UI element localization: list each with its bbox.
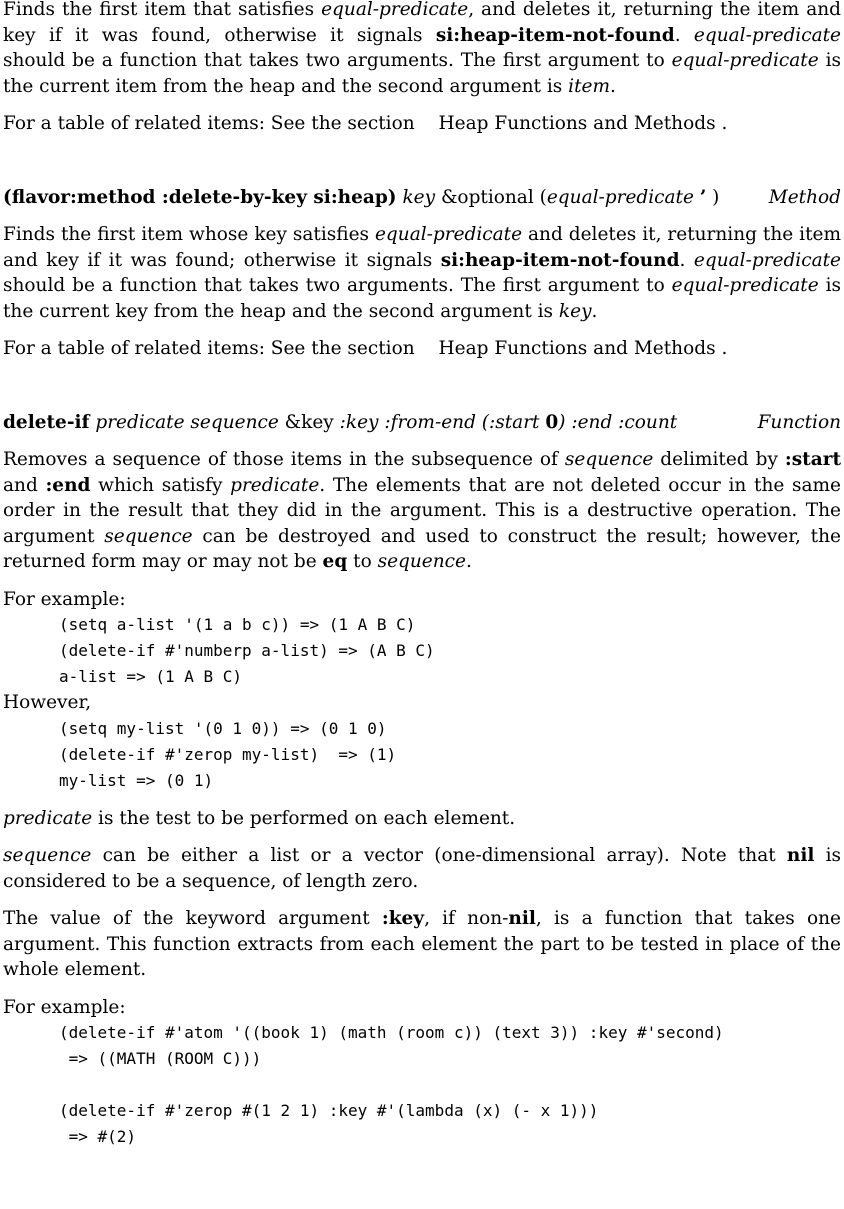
code-example-2 (59, 716, 841, 794)
code-example-3 (59, 1020, 841, 1072)
xref-link-heap-functions[interactable]: Heap Functions and Methods (438, 338, 716, 359)
italic-term: key (558, 300, 592, 322)
text-run: Finds the first item that satisfies (3, 0, 322, 20)
text-run: The value of the keyword argument (3, 908, 382, 929)
document-page (3, 0, 841, 1150)
text-run: is the test to be performed on each element. (92, 807, 516, 829)
code-line: (delete-if #'zerop my-list) => (1) (59, 744, 397, 764)
bold-term: si:heap-item-not-found (440, 249, 680, 271)
text-run: . (465, 551, 472, 572)
bold-term: :start (784, 449, 841, 470)
text-run: is considered to be a sequence, of length zero. (3, 845, 841, 892)
bold-term: ’ (699, 186, 707, 208)
delete-by-key-description (3, 222, 841, 324)
italic-term: equal-predicate (321, 0, 469, 20)
italic-term: equal-predicate (671, 50, 819, 71)
bold-term: (flavor:method :delete-by-key si:heap) (3, 186, 397, 208)
code-line: (delete-if #'numberp a-list) => (A B C) (59, 641, 435, 660)
predicate-paragraph (3, 806, 841, 832)
text-run: and deletes it, returning the item and key if it was found; otherwise it signals (3, 224, 842, 271)
see-also-prefix: For a table of related items: See the section (3, 113, 415, 134)
text-run: and (3, 474, 46, 496)
code-line: my-list => (0 1) (59, 770, 214, 790)
text-run: , is a function that takes one argument. This function extracts from each element the part to be tested in place of the whole element. (3, 908, 841, 980)
code-line: => #(2) (59, 1127, 137, 1146)
italic-term: predicate (3, 807, 93, 829)
text-run: to (347, 551, 378, 572)
code-example-1 (59, 612, 841, 690)
text-run: can be destroyed and used to construct the result; however, the returned form may or may not be (3, 525, 841, 572)
text-run: . (591, 300, 598, 322)
delete-if-signature (3, 412, 677, 433)
italic-term: equal-predicate (671, 275, 819, 296)
bold-term: :end (45, 474, 91, 496)
text-run: , if non- (424, 908, 509, 929)
example-label: For example: (3, 996, 126, 1018)
bold-term: si:heap-item-not-found (435, 24, 675, 46)
delete-by-key-signature (3, 187, 719, 208)
text-run: can be either a list or a vector (one-dimensional array). Note that (91, 845, 787, 866)
code-line: => ((MATH (ROOM C))) (59, 1049, 262, 1068)
entry-kind-label: Method (768, 186, 841, 208)
xref-link-heap-functions[interactable]: Heap Functions and Methods (438, 113, 716, 134)
code-line: (delete-if #'atom '((book 1) (math (room c)) (text 3)) :key #'second) (59, 1023, 724, 1042)
italic-term: sequence (104, 525, 193, 547)
text-run: Finds the first item whose key satisfies (3, 224, 375, 245)
see-also-suffix: . (721, 338, 728, 359)
bold-term: nil (786, 845, 815, 866)
italic-term: sequence (564, 449, 654, 470)
text-run: . The elements that are not deleted occur in the same order in the result that they did in the argument. This is a destructive operation. The argument (3, 474, 841, 547)
text-run: ) (706, 186, 720, 208)
see-also-line (3, 336, 841, 362)
text-run: delimited by (653, 449, 785, 470)
text-run: is the current item from the heap and the second argument is (3, 50, 841, 97)
see-also-line (3, 111, 841, 137)
bold-term: eq (322, 551, 348, 572)
code-line: (delete-if #'zerop #(1 2 1) :key #'(lambda (x) (- x 1))) (59, 1101, 599, 1120)
italic-term: equal-predicate (374, 224, 523, 245)
bold-term: :key (381, 908, 425, 929)
italic-term: predicate (230, 474, 320, 496)
code-gap (3, 1072, 841, 1098)
bold-term: delete-if (3, 411, 90, 433)
see-also-suffix: . (721, 113, 728, 134)
italic-term: sequence (3, 845, 92, 866)
italic-term: predicate sequence (95, 411, 279, 433)
text-run: &optional ( (435, 186, 547, 208)
italic-term: item (568, 75, 610, 97)
code-line: a-list => (1 A B C) (59, 667, 243, 686)
text-run: should be a function that takes two arguments. The first argument to (3, 275, 672, 296)
italic-term: equal-predicate (693, 24, 841, 46)
text-run: . (610, 75, 616, 97)
code-line: (setq my-list '(0 1 0)) => (0 1 0) (59, 718, 387, 738)
sequence-paragraph (3, 843, 841, 894)
delete-by-key-header (3, 185, 841, 211)
italic-term: :key :from-end (:start (339, 411, 546, 433)
key-paragraph (3, 906, 841, 983)
italic-term: equal-predicate (546, 186, 694, 208)
however-label: However, (3, 692, 92, 713)
text-run: &key (278, 411, 340, 433)
delete-if-description (3, 447, 841, 575)
delete-if-header (3, 410, 841, 436)
see-also-prefix: For a table of related items: See the section (3, 338, 415, 359)
italic-term: ) :end :count (558, 411, 678, 433)
text-run: . (674, 24, 694, 46)
italic-term: equal-predicate (693, 249, 841, 271)
text-run: which satisfy (90, 474, 231, 496)
text-run: is the current key from the heap and the second argument is (3, 275, 841, 322)
bold-term: 0 (545, 411, 559, 433)
bold-term: nil (508, 908, 536, 929)
code-line: (setq a-list '(1 a b c)) => (1 A B C) (59, 615, 416, 634)
delete-description (3, 0, 841, 99)
example-label: For example: (3, 588, 126, 610)
italic-term: sequence (377, 551, 466, 572)
code-example-4 (59, 1098, 841, 1150)
text-run: . (679, 249, 694, 271)
italic-term: key (402, 186, 436, 208)
text-run: Removes a sequence of those items in the subsequence of (3, 449, 565, 470)
text-run: should be a function that takes two arguments. The first argument to (3, 50, 672, 71)
entry-kind-label: Function (757, 411, 841, 433)
text-run: , and deletes it, returning the item and key if it was found, otherwise it signals (3, 0, 841, 46)
